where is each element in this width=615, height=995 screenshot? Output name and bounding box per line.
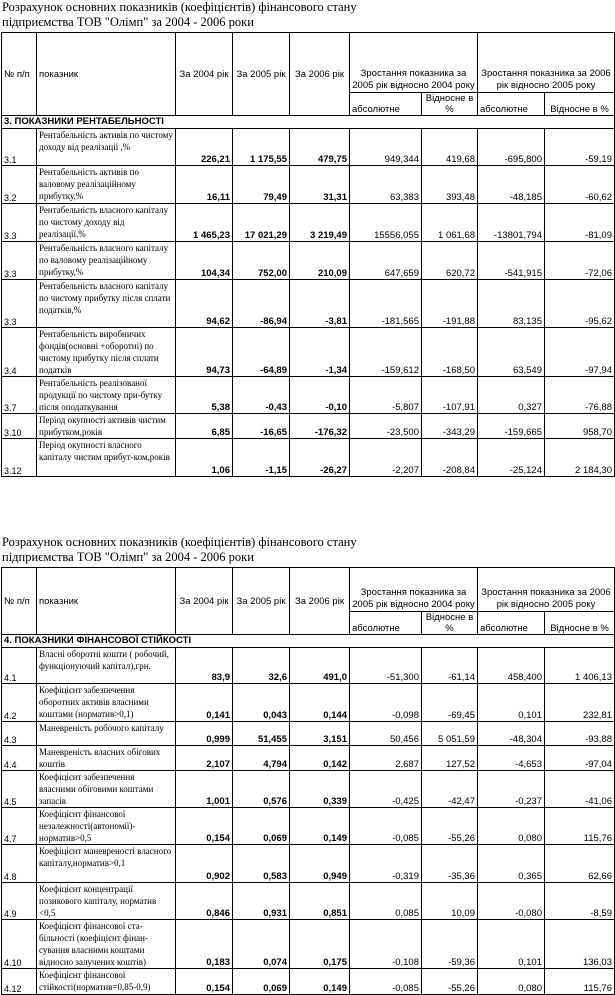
growth-abs-2005: -23,500 <box>350 414 422 439</box>
table-row <box>2 204 615 242</box>
indicator-name: Рентабельність власного капіталу по чистому прибутку після сплати податків,% <box>37 280 176 328</box>
row-number: 4.4 <box>2 746 37 771</box>
value-2006: -0,10 <box>290 377 350 414</box>
header-abs-1: абсолютне <box>350 93 422 116</box>
growth-abs-2005: 2,687 <box>350 746 422 771</box>
value-2006: -176,32 <box>290 414 350 439</box>
growth-abs-2006: 0,080 <box>478 808 545 845</box>
value-2005: 0,074 <box>233 920 290 969</box>
header-growth-2006: Зростання показника за 2006 рік відносно 2005 року <box>478 568 615 612</box>
profitability-rows <box>2 129 615 477</box>
table-row <box>2 883 615 920</box>
row-number: 3.3 <box>2 242 37 280</box>
value-2004: 0,902 <box>176 845 233 883</box>
indicator-name: Власні оборотні кошти ( робочий, функціонуючий капітал),грн. <box>37 648 176 684</box>
value-2005: -1,15 <box>233 439 290 477</box>
growth-abs-2006: -0,237 <box>478 771 545 808</box>
indicator-name: Коефіцієнт забезпечення оборотних активів власними коштами (норматив>0,1) <box>37 684 176 722</box>
indicator-name: Рентабельність виробничих фондів(основні +оборотні) по чистому прибутку після сплати податків <box>37 328 176 377</box>
growth-rel-2005: -191,88 <box>422 280 478 328</box>
table-title-line2: підприємства ТОВ "Олімп" за 2004 - 2006 роки <box>2 15 254 29</box>
growth-rel-2005: -35,36 <box>422 845 478 883</box>
indicator-name: Рентабельність власного капіталу по чистому доходу від реалізації,% <box>37 204 176 242</box>
table-row <box>2 328 615 377</box>
indicator-name: Рентабельність реалізованої продукції по чистому при-бутку після оподаткування <box>37 377 176 414</box>
growth-rel-2005: -107,91 <box>422 377 478 414</box>
growth-rel-2006: 232,81 <box>545 684 615 722</box>
indicator-name: Рентабельність власного капіталу по валовому реалізаційному прибутку,% <box>37 242 176 280</box>
header-growth-2006: Зростання показника за 2006 рік відносно 2005 року <box>478 33 615 93</box>
growth-abs-2005: -0,319 <box>350 845 422 883</box>
growth-abs-2006: -159,665 <box>478 414 545 439</box>
growth-rel-2005: 10,09 <box>422 883 478 920</box>
growth-rel-2005: 393,48 <box>422 166 478 204</box>
growth-abs-2006: -4,653 <box>478 746 545 771</box>
value-2006: 0,149 <box>290 808 350 845</box>
growth-abs-2006: 63,549 <box>478 328 545 377</box>
value-2006: 31,31 <box>290 166 350 204</box>
value-2005: 0,069 <box>233 969 290 995</box>
row-number: 4.1 <box>2 648 37 684</box>
value-2005: 51,455 <box>233 722 290 746</box>
growth-abs-2006: 0,101 <box>478 920 545 969</box>
value-2005: 17 021,29 <box>233 204 290 242</box>
growth-abs-2005: 949,344 <box>350 129 422 166</box>
growth-rel-2006: 2 184,30 <box>545 439 615 477</box>
value-2004: 6,85 <box>176 414 233 439</box>
row-number: 4.12 <box>2 969 37 995</box>
header-2006: За 2006 рік <box>290 568 350 635</box>
header-name: показник <box>37 568 176 635</box>
value-2004: 226,21 <box>176 129 233 166</box>
header-rel-1: Відносне в % <box>422 93 478 116</box>
value-2004: 16,11 <box>176 166 233 204</box>
row-number: 3.3 <box>2 280 37 328</box>
value-2006: 3,151 <box>290 722 350 746</box>
growth-abs-2006: -0,080 <box>478 883 545 920</box>
row-number: 3.1 <box>2 129 37 166</box>
row-number: 4.9 <box>2 883 37 920</box>
growth-rel-2006: 1 406,13 <box>545 648 615 684</box>
row-number: 4.8 <box>2 845 37 883</box>
value-2006: 0,144 <box>290 684 350 722</box>
table-row <box>2 845 615 883</box>
growth-rel-2005: -168,50 <box>422 328 478 377</box>
header-abs-1: абсолютне <box>350 612 422 635</box>
value-2004: 0,154 <box>176 969 233 995</box>
growth-rel-2005: 1 061,68 <box>422 204 478 242</box>
table-row <box>2 242 615 280</box>
table-title-line2: підприємства ТОВ "Олімп" за 2004 - 2006 роки <box>2 550 254 564</box>
profitability-table <box>1 32 615 477</box>
value-2005: 1 175,55 <box>233 129 290 166</box>
indicator-name: Коефіцієнт забезпечення власними обіговими коштами запасів <box>37 771 176 808</box>
growth-abs-2006: -48,185 <box>478 166 545 204</box>
value-2006: 210,09 <box>290 242 350 280</box>
value-2005: 4,794 <box>233 746 290 771</box>
header-rel-2: Відносне в % <box>545 93 615 116</box>
indicator-name: Коефіцієнт концентрації позикового капіталу, норматив <0,5 <box>37 883 176 920</box>
growth-rel-2006: -59,19 <box>545 129 615 166</box>
indicator-name: Коефіцієнт фінансової стійкості(норматив=0,85-0,9) <box>37 969 176 995</box>
value-2004: 94,73 <box>176 328 233 377</box>
row-number: 3.10 <box>2 414 37 439</box>
indicator-name: Коефіцієнт фінансової незалежності(автономії)- норматив>0,5 <box>37 808 176 845</box>
growth-abs-2005: -159,612 <box>350 328 422 377</box>
value-2004: 1,001 <box>176 771 233 808</box>
growth-abs-2005: -0,108 <box>350 920 422 969</box>
header-2004: За 2004 рік <box>176 568 233 635</box>
growth-abs-2005: 647,659 <box>350 242 422 280</box>
value-2005: -16,65 <box>233 414 290 439</box>
header-abs-2: абсолютне <box>478 612 545 635</box>
header-2004: За 2004 рік <box>176 33 233 116</box>
growth-abs-2005: -51,300 <box>350 648 422 684</box>
table-row <box>2 969 615 995</box>
growth-rel-2005: 419,68 <box>422 129 478 166</box>
table-title-profitability <box>0 0 615 30</box>
header-abs-2: абсолютне <box>478 93 545 116</box>
row-number: 4.5 <box>2 771 37 808</box>
growth-rel-2005: -55,26 <box>422 808 478 845</box>
growth-abs-2005: -181,565 <box>350 280 422 328</box>
growth-abs-2006: 0,327 <box>478 377 545 414</box>
growth-abs-2006: -48,304 <box>478 722 545 746</box>
growth-rel-2006: 115,76 <box>545 808 615 845</box>
section-title: 4. ПОКАЗНИКИ ФІНАНСОВОЇ СТІЙКОСТІ <box>2 635 615 648</box>
growth-rel-2006: -8,59 <box>545 883 615 920</box>
value-2004: 0,141 <box>176 684 233 722</box>
growth-abs-2005: 63,383 <box>350 166 422 204</box>
value-2006: 0,851 <box>290 883 350 920</box>
row-number: 4.2 <box>2 684 37 722</box>
indicator-name: Коефіцієнт маневреності власного капіталу,норматив>0,1 <box>37 845 176 883</box>
value-2005: 0,583 <box>233 845 290 883</box>
value-2006: -26,27 <box>290 439 350 477</box>
growth-abs-2005: -0,098 <box>350 684 422 722</box>
header-2006: За 2006 рік <box>290 33 350 116</box>
table-row <box>2 722 615 746</box>
value-2006: 0,339 <box>290 771 350 808</box>
stability-table <box>1 567 615 995</box>
value-2004: 83,9 <box>176 648 233 684</box>
stability-rows <box>2 648 615 995</box>
header-no: № п/п <box>2 33 37 116</box>
growth-abs-2006: 0,080 <box>478 969 545 995</box>
growth-rel-2006: -72,06 <box>545 242 615 280</box>
growth-abs-2005: -0,425 <box>350 771 422 808</box>
value-2006: 3 219,49 <box>290 204 350 242</box>
value-2006: 0,949 <box>290 845 350 883</box>
header-growth-2005: Зростання показника за 2005 рік відносно 2004 року <box>350 568 478 612</box>
growth-rel-2006: 958,70 <box>545 414 615 439</box>
growth-rel-2006: -97,94 <box>545 328 615 377</box>
growth-rel-2006: 136,03 <box>545 920 615 969</box>
growth-rel-2005: 127,52 <box>422 746 478 771</box>
value-2006: 0,142 <box>290 746 350 771</box>
header-2005: За 2005 рік <box>233 33 290 116</box>
value-2005: 79,49 <box>233 166 290 204</box>
value-2004: 104,34 <box>176 242 233 280</box>
growth-rel-2006: 115,76 <box>545 969 615 995</box>
indicator-name: Маневреність робочого капіталу <box>37 722 176 746</box>
table-title-stability <box>0 535 615 565</box>
value-2004: 1,06 <box>176 439 233 477</box>
growth-rel-2005: -343,29 <box>422 414 478 439</box>
value-2004: 2,107 <box>176 746 233 771</box>
table-row <box>2 414 615 439</box>
value-2005: 0,931 <box>233 883 290 920</box>
growth-rel-2005: 5 051,59 <box>422 722 478 746</box>
growth-rel-2005: -69,45 <box>422 684 478 722</box>
growth-rel-2006: 62,66 <box>545 845 615 883</box>
row-number: 3.12 <box>2 439 37 477</box>
growth-abs-2005: -2,207 <box>350 439 422 477</box>
growth-abs-2005: -0,085 <box>350 808 422 845</box>
indicator-name: Маневреність власних обігових коштів <box>37 746 176 771</box>
value-2006: -3,81 <box>290 280 350 328</box>
table-row <box>2 166 615 204</box>
header-no: № п/п <box>2 568 37 635</box>
table-row <box>2 746 615 771</box>
value-2004: 0,846 <box>176 883 233 920</box>
indicator-name: Рентабельність активів по чистому доходу від реалізації ,% <box>37 129 176 166</box>
header-2005: За 2005 рік <box>233 568 290 635</box>
header-name: показник <box>37 33 176 116</box>
value-2004: 0,183 <box>176 920 233 969</box>
value-2005: 0,069 <box>233 808 290 845</box>
table-row <box>2 648 615 684</box>
header-rel-2: Відносне в % <box>545 612 615 635</box>
growth-rel-2006: -60,62 <box>545 166 615 204</box>
growth-rel-2006: -95,62 <box>545 280 615 328</box>
row-number: 3.4 <box>2 328 37 377</box>
growth-rel-2005: -61,14 <box>422 648 478 684</box>
growth-rel-2005: 620,72 <box>422 242 478 280</box>
row-number: 4.3 <box>2 722 37 746</box>
table-row <box>2 439 615 477</box>
table-row <box>2 684 615 722</box>
growth-rel-2006: -76,88 <box>545 377 615 414</box>
growth-rel-2005: -59,36 <box>422 920 478 969</box>
header-rel-1: Відносне в % <box>422 612 478 635</box>
value-2004: 94,62 <box>176 280 233 328</box>
value-2006: 0,175 <box>290 920 350 969</box>
value-2005: 752,00 <box>233 242 290 280</box>
growth-rel-2006: -41,06 <box>545 771 615 808</box>
row-number: 4.7 <box>2 808 37 845</box>
table-title-line1: Розрахунок основних показників (коефіцієнтів) фінансового стану <box>2 0 357 14</box>
value-2006: 0,149 <box>290 969 350 995</box>
table-row <box>2 129 615 166</box>
indicator-name: Коефіцієнт фінансової ста-більності (коефіцієнт фінан-сування власними коштами відносно залучених коштів) <box>37 920 176 969</box>
header-growth-2005: Зростання показника за 2005 рік відносно 2004 року <box>350 33 478 93</box>
value-2005: -86,94 <box>233 280 290 328</box>
value-2006: -1,34 <box>290 328 350 377</box>
growth-rel-2006: -93,88 <box>545 722 615 746</box>
value-2004: 0,154 <box>176 808 233 845</box>
growth-abs-2005: 50,456 <box>350 722 422 746</box>
row-number: 3.2 <box>2 166 37 204</box>
growth-abs-2005: -5,807 <box>350 377 422 414</box>
row-number: 3.3 <box>2 204 37 242</box>
value-2005: -64,89 <box>233 328 290 377</box>
value-2006: 479,75 <box>290 129 350 166</box>
row-number: 4.10 <box>2 920 37 969</box>
growth-abs-2005: 0,085 <box>350 883 422 920</box>
growth-rel-2006: -97,04 <box>545 746 615 771</box>
growth-abs-2005: 15556,055 <box>350 204 422 242</box>
value-2005: -0,43 <box>233 377 290 414</box>
growth-rel-2006: -81,09 <box>545 204 615 242</box>
indicator-name: Рентабельність активів по валовому реалізаційному прибутку,% <box>37 166 176 204</box>
value-2005: 0,043 <box>233 684 290 722</box>
growth-abs-2006: 0,101 <box>478 684 545 722</box>
growth-rel-2005: -55,26 <box>422 969 478 995</box>
growth-rel-2005: -42,47 <box>422 771 478 808</box>
value-2004: 1 465,23 <box>176 204 233 242</box>
value-2005: 32,6 <box>233 648 290 684</box>
section-title: 3. ПОКАЗНИКИ РЕНТАБЕЛЬНОСТІ <box>2 116 615 129</box>
growth-abs-2006: -13801,794 <box>478 204 545 242</box>
row-number: 3.7 <box>2 377 37 414</box>
value-2005: 0,576 <box>233 771 290 808</box>
table-row <box>2 280 615 328</box>
table-row <box>2 377 615 414</box>
table-title-line1: Розрахунок основних показників (коефіцієнтів) фінансового стану <box>2 535 357 549</box>
table-row <box>2 920 615 969</box>
table-row <box>2 771 615 808</box>
value-2004: 0,999 <box>176 722 233 746</box>
growth-abs-2006: 0,365 <box>478 845 545 883</box>
growth-abs-2006: 458,400 <box>478 648 545 684</box>
indicator-name: Період окупності власного капіталу чистим прибут-ком,років <box>37 439 176 477</box>
value-2006: 491,0 <box>290 648 350 684</box>
value-2004: 5,38 <box>176 377 233 414</box>
growth-rel-2005: -208,84 <box>422 439 478 477</box>
growth-abs-2005: -0,085 <box>350 969 422 995</box>
growth-abs-2006: 83,135 <box>478 280 545 328</box>
growth-abs-2006: -25,124 <box>478 439 545 477</box>
growth-abs-2006: -541,915 <box>478 242 545 280</box>
table-row <box>2 808 615 845</box>
growth-abs-2006: -695,800 <box>478 129 545 166</box>
indicator-name: Період окупності активів чистим прибутком,років <box>37 414 176 439</box>
